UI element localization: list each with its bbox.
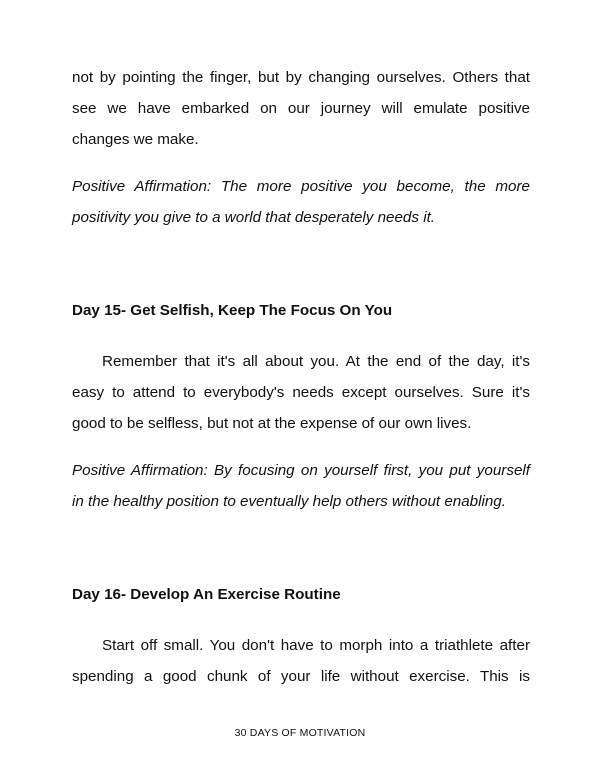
text-line: Positive Affirmation: By focusing on yourself first, you put yourself [72,462,530,479]
text-line: Positive Affirmation: The more positive you become, the more [72,178,530,195]
text-line: spending a good chunk of your life without exercise. This is [72,668,530,685]
day15-affirmation-paragraph [72,455,530,517]
section-heading-day16: Day 16- Develop An Exercise Routine [72,586,341,603]
affirmation-paragraph [72,171,530,233]
text-line: changes we make. [72,131,199,148]
text-line: good to be selfless, but not at the expense of our own lives. [72,415,472,432]
text-line: easy to attend to everybody's needs except ourselves. Sure it's [72,384,530,401]
text-line: see we have embarked on our journey will emulate positive [72,100,530,117]
text-line: in the healthy position to eventually help others without enabling. [72,493,506,510]
text-line: Start off small. You don't have to morph into a triathlete after [102,637,530,654]
day15-body-paragraph [72,346,530,439]
text-line: Remember that it's all about you. At the end of the day, it's [102,353,530,370]
text-line: not by pointing the finger, but by changing ourselves. Others that [72,69,530,86]
section-heading-day15: Day 15- Get Selfish, Keep The Focus On You [72,302,393,319]
intro-paragraph [72,62,530,155]
day16-body-paragraph [72,630,530,692]
text-line: positivity you give to a world that desperately needs it. [72,209,436,226]
page-footer: 30 DAYS OF MOTIVATION [234,727,366,739]
